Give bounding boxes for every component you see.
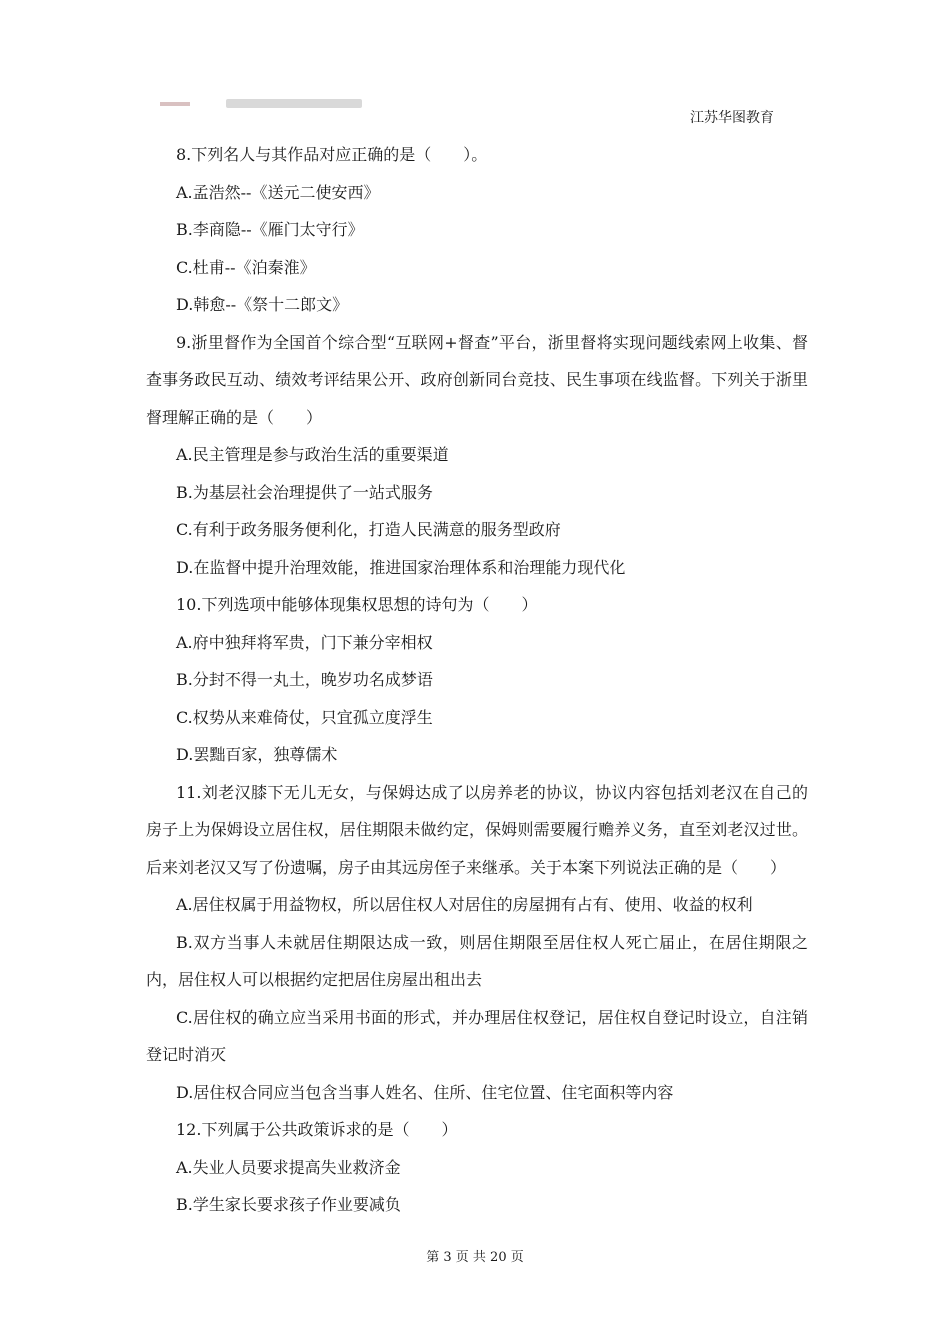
- question-option: D.韩愈--《祭十二郎文》: [176, 295, 349, 314]
- question-stem: 8.下列名人与其作品对应正确的是（ ）。: [176, 145, 488, 164]
- question-option: C.有利于政务服务便利化，打造人民满意的服务型政府: [176, 520, 561, 539]
- question-option: B.为基层社会治理提供了一站式服务: [176, 482, 433, 502]
- page-number: 第 3 页 共 20 页: [426, 1250, 524, 1265]
- question-option: A.失业人员要求提高失业救济金: [176, 1157, 401, 1177]
- question-option: D.罢黜百家，独尊儒术: [176, 745, 338, 764]
- question-option: B.分封不得一丸土，晚岁功名成梦语: [176, 670, 433, 689]
- logo-watermark: [226, 99, 362, 108]
- question-list: [146, 136, 808, 1224]
- header-logo: [160, 97, 370, 113]
- question-stem: 10.下列选项中能够体现集权思想的诗句为（ ）: [176, 595, 538, 614]
- question-option: B.双方当事人未就居住期限达成一致，则居住期限至居住权人死亡届止，在居住期限之内，居住权人可以根据约定把居住房屋出租出去: [146, 932, 808, 989]
- question-option: A.府中独拜将军贵，门下兼分宰相权: [176, 632, 433, 652]
- question-option: C.权势从来难倚仗，只宜孤立度浮生: [176, 707, 433, 727]
- question-option: B.学生家长要求孩子作业要减负: [176, 1195, 401, 1214]
- question-stem: 11.刘老汉膝下无儿无女，与保姆达成了以房养老的协议，协议内容包括刘老汉在自己的房子上为保姆设立居住权，居住期限未做约定，保姆则需要履行赡养义务，直至刘老汉过世。后来刘老汉又写了份遗嘱，房子由其远房侄子来继承。关于本案下列说法正确的是（ ）: [146, 782, 808, 877]
- question-option: D.在监督中提升治理效能，推进国家治理体系和治理能力现代化: [176, 557, 626, 577]
- question-option: C.居住权的确立应当采用书面的形式，并办理居住权登记，居住权自登记时设立，自注销登记时消灭: [146, 1007, 808, 1064]
- question-option: D.居住权合同应当包含当事人姓名、住所、住宅位置、住宅面积等内容: [176, 1082, 674, 1102]
- question-option: C.杜甫--《泊秦淮》: [176, 257, 316, 277]
- question-option: A.民主管理是参与政治生活的重要渠道: [176, 445, 449, 464]
- header-org-name: 江苏华图教育: [690, 110, 774, 126]
- logo-small-mark: [160, 102, 190, 106]
- question-option: B.李商隐--《雁门太守行》: [176, 220, 364, 239]
- question-option: A.居住权属于用益物权，所以居住权人对居住的房屋拥有占有、使用、收益的权利: [176, 895, 753, 914]
- question-stem: 9.浙里督作为全国首个综合型“互联网+督查”平台，浙里督将实现问题线索网上收集、督查事务政民互动、绩效考评结果公开、政府创新同台竞技、民生事项在线监督。下列关于浙里督理解正确的是（ ）: [146, 332, 808, 427]
- question-stem: 12.下列属于公共政策诉求的是（ ）: [176, 1120, 458, 1139]
- question-option: A.孟浩然--《送元二使安西》: [176, 182, 380, 202]
